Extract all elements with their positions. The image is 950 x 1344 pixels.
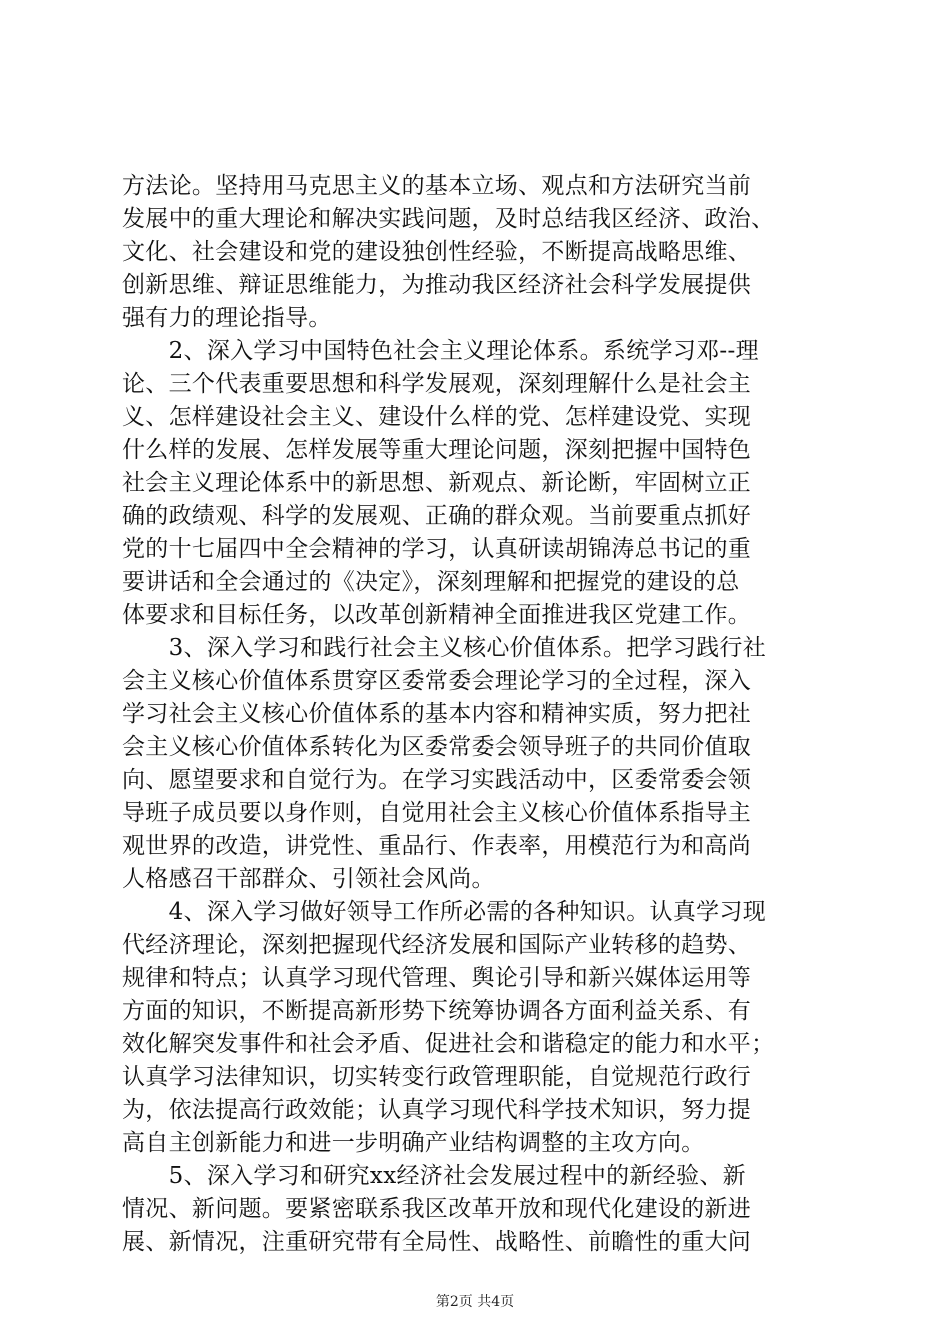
text-line: 为，依法提高行政效能；认真学习现代科学技术知识，努力提	[122, 1097, 752, 1123]
text-line: 体要求和目标任务，以改革创新精神全面推进我区党建工作。	[122, 602, 752, 628]
text-line: 认真学习法律知识，切实转变行政管理职能，自觉规范行政行	[122, 1064, 752, 1090]
text-line: 确的政绩观、科学的发展观、正确的群众观。当前要重点抓好	[122, 503, 752, 529]
page-footer: 第2页 共4页	[435, 1294, 515, 1310]
text-line: 会主义核心价值体系贯穿区委常委会理论学习的全过程，深入	[122, 668, 752, 694]
text-line: 高自主创新能力和进一步明确产业结构调整的主攻方向。	[122, 1130, 705, 1156]
text-line: 强有力的理论指导。	[122, 305, 332, 331]
text-line: 规律和特点；认真学习现代管理、舆论引导和新兴媒体运用等	[122, 965, 752, 991]
text-line: 方法论。坚持用马克思主义的基本立场、观点和方法研究当前	[122, 173, 752, 199]
text-line: 创新思维、辩证思维能力，为推动我区经济社会科学发展提供	[122, 272, 752, 298]
text-line: 情况、新问题。要紧密联系我区改革开放和现代化建设的新进	[122, 1196, 752, 1222]
text-line: 向、愿望要求和自觉行为。在学习实践活动中，区委常委会领	[122, 767, 752, 793]
text-line: 论、三个代表重要思想和科学发展观，深刻理解什么是社会主	[122, 371, 752, 397]
text-line: 义、怎样建设社会主义、建设什么样的党、怎样建设党、实现	[122, 404, 752, 430]
text-line: 什么样的发展、怎样发展等重大理论问题，深刻把握中国特色	[122, 437, 752, 463]
text-line: 观世界的改造，讲党性、重品行、作表率，用模范行为和高尚	[122, 833, 752, 859]
text-line: 5、深入学习和研究xx经济社会发展过程中的新经验、新	[122, 1163, 746, 1189]
text-line: 方面的知识，不断提高新形势下统筹协调各方面利益关系、有	[122, 998, 752, 1024]
text-line: 会主义核心价值体系转化为区委常委会领导班子的共同价值取	[122, 734, 752, 760]
text-line: 导班子成员要以身作则，自觉用社会主义核心价值体系指导主	[122, 800, 752, 826]
text-line: 展、新情况，注重研究带有全局性、战略性、前瞻性的重大问	[122, 1229, 752, 1255]
text-line: 文化、社会建设和党的建设独创性经验，不断提高战略思维、	[122, 239, 752, 265]
text-line: 2、深入学习中国特色社会主义理论体系。系统学习邓--理	[122, 338, 759, 364]
text-line: 学习社会主义核心价值体系的基本内容和精神实质，努力把社	[122, 701, 752, 727]
text-line: 人格感召干部群众、引领社会风尚。	[122, 866, 495, 892]
text-line: 3、深入学习和践行社会主义核心价值体系。把学习践行社	[122, 635, 767, 661]
text-line: 4、深入学习做好领导工作所必需的各种知识。认真学习现	[122, 899, 767, 925]
text-line: 代经济理论，深刻把握现代经济发展和国际产业转移的趋势、	[122, 932, 752, 958]
text-line: 效化解突发事件和社会矛盾、促进社会和谐稳定的能力和水平；	[122, 1031, 775, 1057]
text-line: 党的十七届四中全会精神的学习，认真研读胡锦涛总书记的重	[122, 536, 752, 562]
text-line: 发展中的重大理论和解决实践问题，及时总结我区经济、政治、	[122, 206, 775, 232]
text-line: 社会主义理论体系中的新思想、新观点、新论断，牢固树立正	[122, 470, 752, 496]
document-body	[122, 170, 838, 1259]
text-line: 要讲话和全会通过的《决定》，深刻理解和把握党的建设的总	[122, 569, 740, 595]
